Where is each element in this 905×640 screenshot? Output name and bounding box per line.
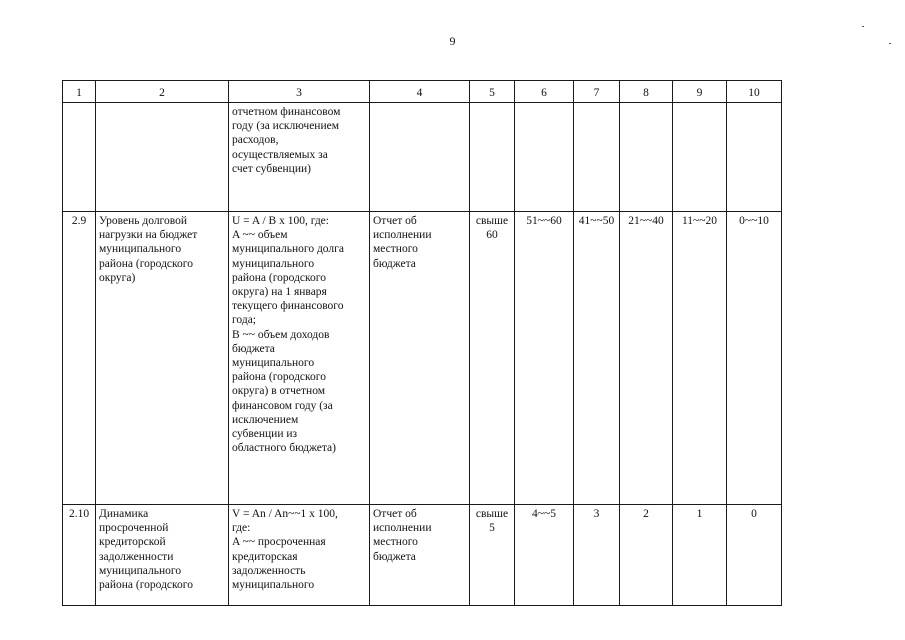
text-line: субвенции из [232,428,298,441]
scan-speck [889,43,891,44]
text-line: района (городского [99,579,193,592]
column-header: 1 [63,81,96,103]
column-header: 4 [370,81,470,103]
text-line: муниципального [232,257,315,270]
text-line: района (городского [232,271,326,284]
text-line: района (городского [232,371,326,384]
text-line: задолженность [232,564,306,577]
score-range-col7: 3 [574,505,620,606]
text-line: муниципального [232,579,315,592]
text-line: бюджета [373,257,416,270]
indicator-name [96,212,229,505]
score-range-col10: 0 [727,505,782,606]
score-range-col7: 41~~50 [574,212,620,505]
text-line: 5 [489,522,495,535]
text-line: отчетном финансовом [232,106,341,118]
table-row-2-10 [63,505,782,606]
text-line: 60 [486,229,498,242]
text-line: года; [232,314,256,327]
scan-speck [862,26,864,27]
cell-empty [96,103,229,212]
text-line: U = A / B x 100, где: [232,215,329,227]
text-line: финансовом году (за [232,399,333,412]
column-header: 6 [515,81,574,103]
text-line: текущего финансового [232,300,344,313]
text-line: году (за исключением [232,120,339,133]
indicator-formula [229,505,370,606]
indicator-name [96,505,229,606]
cell-empty [63,103,96,212]
score-range-col5 [470,505,515,606]
column-header: 9 [673,81,727,103]
cell-empty [515,103,574,212]
column-header: 3 [229,81,370,103]
data-source [370,212,470,505]
data-source [370,505,470,606]
cell-formula-continuation [229,103,370,212]
text-line: муниципального [232,357,315,370]
text-line: нагрузки на бюджет [99,229,198,242]
column-header: 2 [96,81,229,103]
indicator-formula [229,212,370,505]
row-number: 2.9 [63,212,96,505]
text-line: округа) [99,271,136,284]
cell-empty [370,103,470,212]
text-line: исполнении [373,229,432,242]
text-line: счет субвенции) [232,162,311,175]
column-header: 7 [574,81,620,103]
column-header: 8 [620,81,673,103]
text-line: района (городского [99,257,193,270]
text-line: Отчет об [373,508,417,520]
score-range-col8: 2 [620,505,673,606]
text-line: муниципального [99,243,182,256]
table-row-2-9 [63,212,782,505]
text-line: Уровень долговой [99,215,187,227]
text-line: местного [373,536,418,549]
text-line: Отчет об [373,215,417,227]
score-range-col10: 0~~10 [727,212,782,505]
row-number: 2.10 [63,505,96,606]
text-line: задолженности [99,550,174,563]
text-line: исполнении [373,522,432,535]
text-line: осуществляемых за [232,148,328,161]
score-range-col9: 11~~20 [673,212,727,505]
text-line: муниципального [99,564,182,577]
text-line: свыше [475,508,509,520]
text-line: расходов, [232,134,279,147]
criteria-table [62,80,782,606]
cell-empty [620,103,673,212]
cell-empty [574,103,620,212]
score-range-col9: 1 [673,505,727,606]
text-line: B ~~ объем доходов [232,328,330,341]
cell-empty [470,103,515,212]
score-range-col6: 51~~60 [515,212,574,505]
cell-empty [673,103,727,212]
column-number-row [63,81,782,103]
score-range-col8: 21~~40 [620,212,673,505]
text-line: A ~~ объем [232,229,288,242]
page-number: 9 [449,34,456,48]
text-line: округа) в отчетном [232,385,326,398]
score-range-col5 [470,212,515,505]
text-line: где: [232,522,251,535]
table-row-continuation [63,103,782,212]
text-line: V = An / An~~1 x 100, [232,508,338,520]
text-line: областного бюджета) [232,442,336,455]
column-header: 10 [727,81,782,103]
text-line: просроченной [99,522,169,535]
text-line: кредиторская [232,550,298,563]
text-line: бюджета [373,550,416,563]
text-line: A ~~ просроченная [232,536,326,549]
text-line: кредиторской [99,536,166,549]
text-line: местного [373,243,418,256]
text-line: исключением [232,413,299,426]
text-line: бюджета [232,342,275,355]
text-line: Динамика [99,508,149,520]
text-line: округа) на 1 января [232,286,327,299]
text-line: свыше [475,215,509,227]
score-range-col6: 4~~5 [515,505,574,606]
cell-empty [727,103,782,212]
column-header: 5 [470,81,515,103]
text-line: муниципального долга [232,243,344,256]
